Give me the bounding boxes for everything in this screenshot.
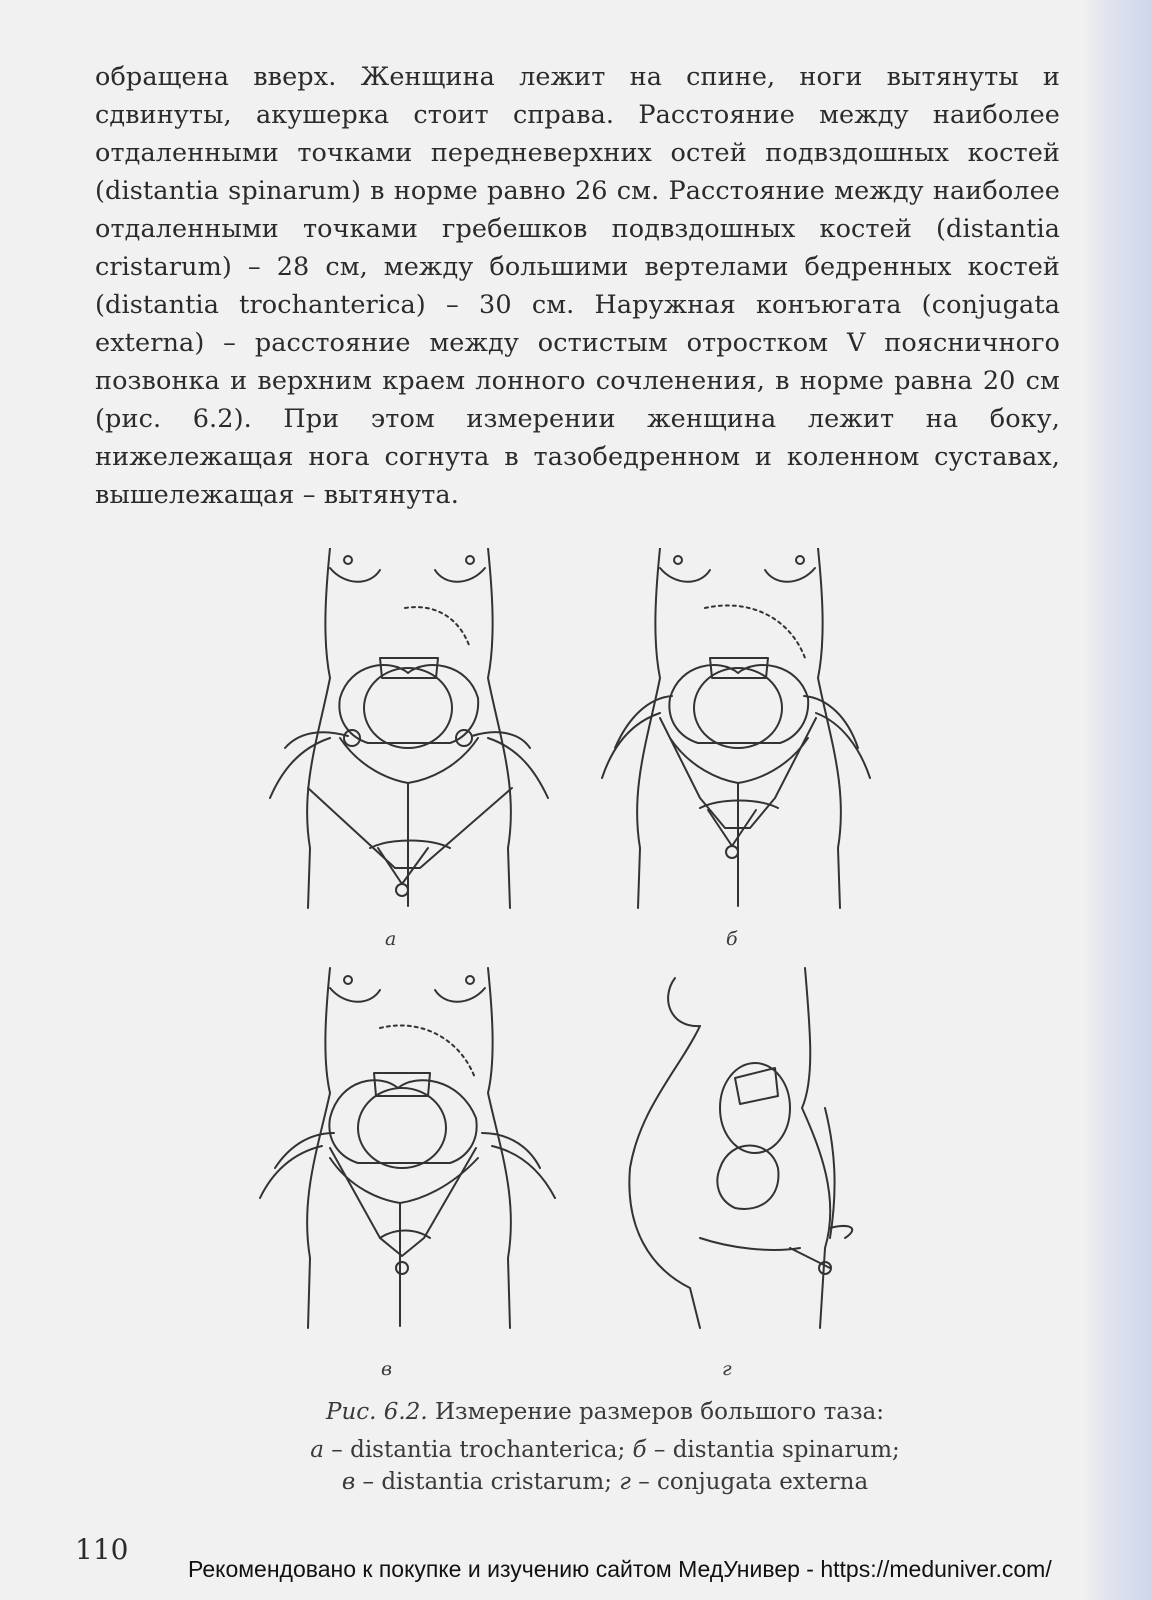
caption-letter-c: в bbox=[341, 1469, 356, 1495]
figure-caption-ref: Рис. 6.2. bbox=[325, 1399, 428, 1425]
panel-d-drawing bbox=[629, 968, 852, 1328]
panel-b-drawing bbox=[602, 548, 870, 908]
caption-text-b: – distantia spinarum; bbox=[646, 1437, 900, 1463]
pelvis-measurement-illustration bbox=[230, 548, 910, 1378]
caption-letter-b: б bbox=[632, 1437, 647, 1463]
panel-label-d: г bbox=[722, 1358, 732, 1380]
caption-letter-a: а bbox=[310, 1437, 324, 1463]
figure-caption-text: Измерение размеров большого таза: bbox=[434, 1399, 885, 1425]
body-paragraph bbox=[95, 58, 1060, 514]
figure-6-2 bbox=[230, 548, 910, 1378]
caption-text-d: – conjugata externa bbox=[630, 1469, 869, 1495]
caption-text-c: – distantia cristarum; bbox=[355, 1469, 620, 1495]
panel-label-b: б bbox=[726, 928, 738, 950]
caption-text-a: – distantia trochanterica; bbox=[323, 1437, 633, 1463]
figure-caption-title bbox=[150, 1396, 1060, 1428]
footer-recommendation-link[interactable]: Рекомендовано к покупке и изучению сайтом МедУнивер - https://meduniver.com/ bbox=[188, 1556, 1052, 1582]
figure-caption-line-2 bbox=[150, 1434, 1060, 1466]
panel-a-drawing bbox=[270, 548, 548, 908]
page-edge-shadow bbox=[1082, 0, 1152, 1600]
caption-letter-d: г bbox=[619, 1469, 631, 1495]
body-paragraph-text: обращена вверх. Женщина лежит на спине, ноги вытянуты и сдвинуты, акушерка стоит справа. Расстояние между наиболее отдаленными точками передневерхних остей подвздошных костей (distantia spinarum) в норме равно 26 см. Расстояние между наиболее отдаленными точками гребешков подвздошных костей (distantia cristarum) – 28 см, между большими вертелами бедренных костей (distantia trochanterica) – 30 см. Наружная конъюгата (conjugata externa) – расстояние между остистым отростком V поясничного позвонка и верхним краем лонного сочленения, в норме равна 20 см (рис. 6.2). При этом измерении женщина лежит на боку, нижележащая нога согнута в тазобедренном и коленном суставах, вышележащая – вытянута. bbox=[95, 62, 1060, 510]
page-number: 110 bbox=[75, 1533, 129, 1566]
panel-label-a: а bbox=[385, 928, 397, 950]
panel-label-c: в bbox=[381, 1358, 393, 1380]
panel-c-drawing bbox=[260, 968, 555, 1328]
figure-caption-line-3 bbox=[150, 1466, 1060, 1498]
